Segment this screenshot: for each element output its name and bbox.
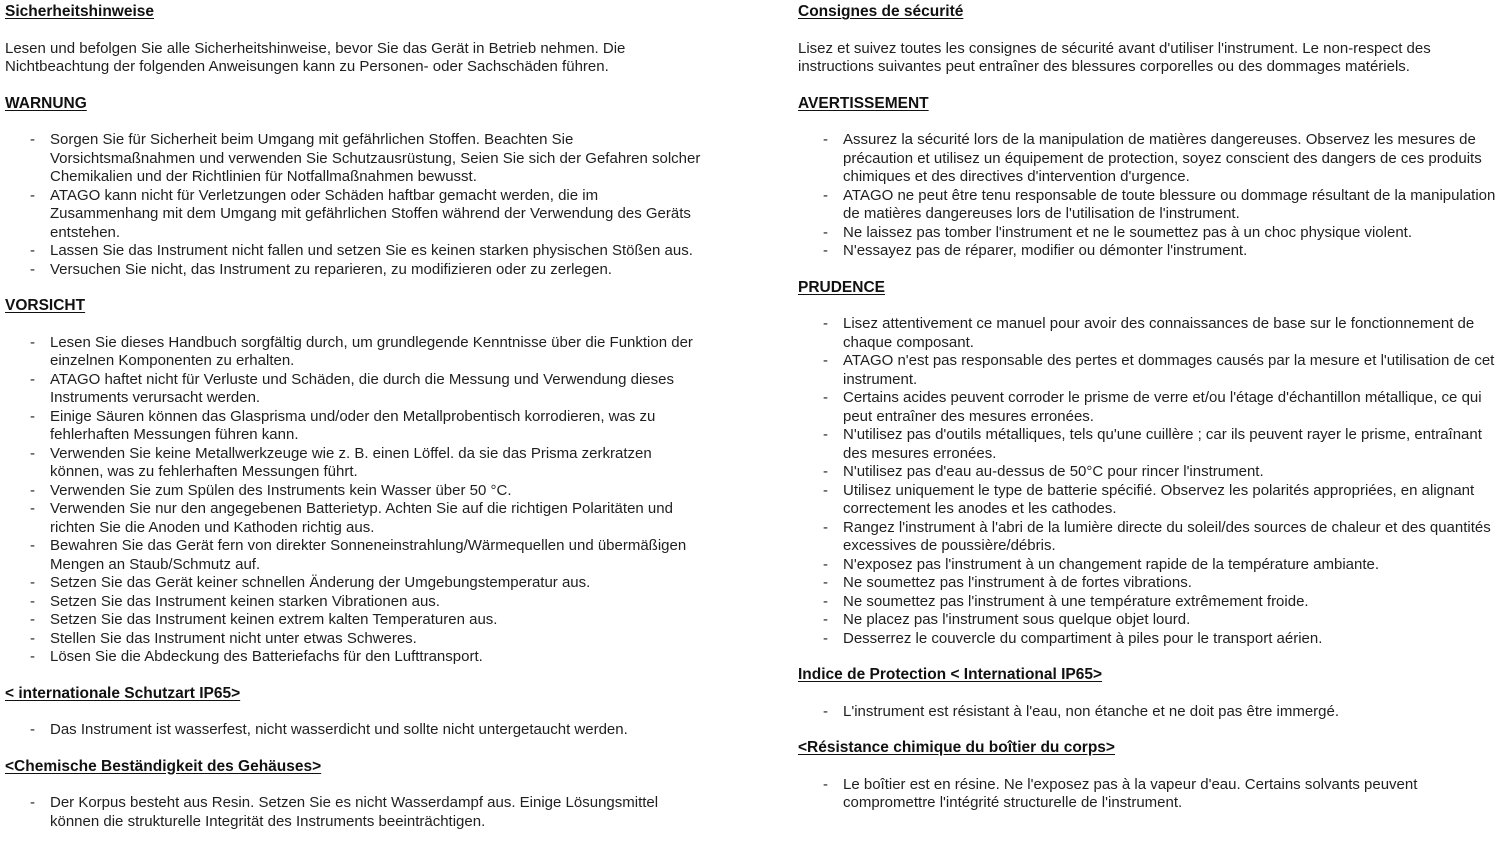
list-item-text: Utilisez uniquement le type de batterie spécifié. Observez les polarités appropriées, en alignant correctement les anodes et les cathodes.: [843, 481, 1475, 517]
heading-resistance-chimique: [798, 739, 1498, 758]
list-item: [5, 334, 708, 371]
list-item: [798, 224, 1498, 243]
dash-bullet: -: [823, 481, 828, 499]
list-avertissement: [798, 131, 1498, 261]
list-item-text: Verwenden Sie zum Spülen des Instruments kein Wasser über 50 °C.: [50, 481, 512, 499]
list-item-text: Lösen Sie die Abdeckung des Batteriefachs für den Lufttransport.: [50, 648, 483, 665]
dash-bullet: -: [823, 592, 828, 610]
dash-bullet: -: [823, 389, 828, 406]
list-item: [5, 371, 708, 408]
list-item-text: Setzen Sie das Gerät keiner schnellen Änderung der Umgebungstemperatur aus.: [50, 574, 591, 591]
intro-german: Lesen und befolgen Sie alle Sicherheitshinweise, bevor Sie das Gerät in Betrieb nehmen. Die Nichtbeachtung der folgenden Anweisungen kann zu Personen- oder Sachschäden führen.: [5, 39, 626, 75]
list-item-text: ATAGO kann nicht für Verletzungen oder Schäden haftbar gemacht werden, die im Zusammenhang mit dem Umgang mit gefährlichen Stoffen während der Verwendung des Geräts entstehen.: [50, 186, 691, 241]
dash-bullet: -: [823, 555, 828, 573]
list-item-text: Lassen Sie das Instrument nicht fallen und setzen Sie es keinen starken physischen Stößen aus.: [50, 242, 693, 259]
list-item: [798, 242, 1498, 261]
heading-prudence: [798, 279, 1498, 298]
heading-avertissement-text: AVERTISSEMENT: [798, 94, 929, 112]
dash-bullet: -: [30, 333, 35, 351]
list-item-text: Rangez l'instrument à l'abri de la lumière directe du soleil/des sources de chaleur et des quantités excessives de poussière/débris.: [843, 518, 1491, 554]
list-item-text: Setzen Sie das Instrument keinen starken Vibrationen aus.: [50, 592, 440, 610]
list-vorsicht: [5, 334, 708, 667]
heading-resistance-chimique-text: <Résistance chimique du boîtier du corps>: [798, 739, 1115, 756]
list-item: [798, 389, 1498, 426]
dash-bullet: -: [823, 629, 828, 647]
page-title-german-text: Sicherheitshinweise: [5, 3, 155, 20]
list-item: [798, 131, 1498, 187]
heading-prudence-text: PRUDENCE: [798, 278, 885, 296]
list-item: [798, 315, 1498, 352]
dash-bullet: -: [823, 463, 828, 480]
dash-bullet: -: [30, 500, 35, 517]
list-item-text: N'essayez pas de réparer, modifier ou démonter l'instrument.: [843, 242, 1248, 259]
dash-bullet: -: [823, 426, 828, 443]
dash-bullet: -: [823, 223, 828, 241]
list-item-text: Desserrez le couvercle du compartiment à piles pour le transport aérien.: [843, 629, 1323, 647]
list-item-text: Assurez la sécurité lors de la manipulation de matières dangereuses. Observez les mesures de précaution et utilisez un équipement de protection, soyez conscient des dangers de ces produits chimiques et des directives d'intervention d'urgence.: [843, 131, 1482, 185]
list-resistance-chimique: [798, 776, 1498, 813]
heading-indice-protection-text: Indice de Protection < International IP65>: [798, 666, 1103, 683]
list-schutzart: [5, 721, 708, 740]
list-item: [798, 776, 1498, 813]
list-item: [5, 611, 708, 630]
dash-bullet: -: [823, 702, 828, 720]
dash-bullet: -: [823, 242, 828, 259]
list-item: [798, 463, 1498, 482]
list-item-text: Stellen Sie das Instrument nicht unter etwas Schweres.: [50, 629, 417, 647]
heading-warnung-text: WARNUNG: [5, 94, 87, 112]
page-title-french-text: Consignes de sécurité: [798, 3, 964, 20]
heading-schutzart-ip65: [5, 685, 708, 704]
list-item-text: N'utilisez pas d'eau au-dessus de 50°C pour rincer l'instrument.: [843, 463, 1264, 480]
dash-bullet: -: [30, 131, 35, 148]
list-chemische-bestaendigkeit: [5, 794, 708, 831]
list-item: [5, 500, 708, 537]
dash-bullet: -: [30, 242, 35, 259]
dash-bullet: -: [30, 592, 35, 610]
list-item: [798, 426, 1498, 463]
list-item: [5, 537, 708, 574]
dash-bullet: -: [823, 352, 828, 369]
list-item-text: N'exposez pas l'instrument à un changement rapide de la température ambiante.: [843, 555, 1380, 573]
list-item-text: Einige Säuren können das Glasprisma und/oder den Metallprobentisch korrodieren, was zu fehlerhaften Messungen führen kann.: [50, 407, 656, 443]
list-item-text: Das Instrument ist wasserfest, nicht wasserdicht und sollte nicht untergetaucht werden.: [50, 721, 628, 738]
list-item-text: Sorgen Sie für Sicherheit beim Umgang mit gefährlichen Stoffen. Beachten Sie Vorsichtsmaßnahmen und verwenden Sie Schutzausrüstung, Seien Sie sich der Gefahren solcher Chemikalien und der Richtlinien für Notfallmaßnahmen bewusst.: [50, 131, 701, 185]
dash-bullet: -: [30, 648, 35, 665]
dash-bullet: -: [823, 186, 828, 204]
list-item-text: Ne soumettez pas l'instrument à de fortes vibrations.: [843, 574, 1192, 591]
dash-bullet: -: [823, 611, 828, 628]
list-item: [5, 131, 708, 187]
list-item-text: ATAGO haftet nicht für Verluste und Schäden, die durch die Messung und Verwendung dieses Instruments verursacht werden.: [50, 370, 674, 406]
heading-chemische-bestaendigkeit-text: <Chemische Beständigkeit des Gehäuses>: [5, 757, 322, 775]
heading-chemische-bestaendigkeit: [5, 758, 708, 777]
dash-bullet: -: [30, 370, 35, 388]
list-item-text: Lisez attentivement ce manuel pour avoir des connaissances de base sur le fonctionnement de chaque composant.: [843, 315, 1475, 351]
dash-bullet: -: [30, 260, 35, 278]
dash-bullet: -: [30, 721, 35, 738]
dash-bullet: -: [823, 775, 828, 793]
list-item: [798, 611, 1498, 630]
list-item: [5, 721, 708, 740]
list-item: [5, 261, 708, 280]
list-item-text: L'instrument est résistant à l'eau, non étanche et ne doit pas être immergé.: [843, 702, 1340, 720]
list-item-text: Lesen Sie dieses Handbuch sorgfältig durch, um grundlegende Kenntnisse über die Funktion der einzelnen Komponenten zu erhalten.: [50, 333, 693, 369]
list-item-text: Ne soumettez pas l'instrument à une température extrêmement froide.: [843, 592, 1309, 610]
dash-bullet: -: [823, 131, 828, 148]
list-item: [798, 482, 1498, 519]
dash-bullet: -: [30, 444, 35, 462]
list-item: [5, 794, 708, 831]
list-item: [5, 187, 708, 243]
heading-warnung: [5, 95, 708, 114]
list-item: [5, 482, 708, 501]
list-indice-protection: [798, 703, 1498, 722]
list-item: [798, 703, 1498, 722]
dash-bullet: -: [30, 407, 35, 425]
list-item-text: Der Korpus besteht aus Resin. Setzen Sie es nicht Wasserdampf aus. Einige Lösungsmittel können die strukturelle Integrität des Instruments beeinträchtigen.: [50, 794, 659, 830]
list-item-text: Verwenden Sie keine Metallwerkzeuge wie z. B. einen Löffel. da sie das Prisma zerkratzen können, was zu fehlerhaften Messungen führt.: [50, 444, 652, 480]
page-title-german: [5, 3, 708, 22]
dash-bullet: -: [30, 574, 35, 591]
list-item-text: Verwenden Sie nur den angegebenen Batterietyp. Achten Sie auf die richtigen Polaritäten und richten Sie die Anoden und Kathoden richtig aus.: [50, 500, 673, 536]
list-item-text: ATAGO n'est pas responsable des pertes et dommages causés par la mesure et l'utilisation de cet instrument.: [843, 352, 1495, 388]
list-item-text: Setzen Sie das Instrument keinen extrem kalten Temperaturen aus.: [50, 611, 498, 628]
list-warnung: [5, 131, 708, 279]
list-item-text: Le boîtier est en résine. Ne l'exposez pas à la vapeur d'eau. Certains solvants peuvent compromettre l'intégrité structurelle de l'instrument.: [843, 775, 1418, 811]
heading-indice-protection: [798, 666, 1498, 685]
list-item: [5, 408, 708, 445]
list-item: [798, 630, 1498, 649]
list-item: [798, 352, 1498, 389]
column-french: [750, 0, 1500, 850]
list-item: [798, 593, 1498, 612]
heading-schutzart-ip65-text: < internationale Schutzart IP65>: [5, 684, 241, 702]
page-title-french: [798, 3, 1498, 22]
dash-bullet: -: [30, 481, 35, 499]
list-item: [798, 519, 1498, 556]
list-item-text: Versuchen Sie nicht, das Instrument zu reparieren, zu modifizieren oder zu zerlegen.: [50, 260, 612, 278]
dash-bullet: -: [30, 611, 35, 628]
dash-bullet: -: [823, 518, 828, 536]
list-item: [798, 187, 1498, 224]
list-item: [5, 242, 708, 261]
dash-bullet: -: [823, 574, 828, 591]
dash-bullet: -: [823, 315, 828, 332]
list-item-text: Bewahren Sie das Gerät fern von direkter Sonneneinstrahlung/Wärmequellen und übermäßigen Mengen an Staub/Schmutz auf.: [50, 537, 687, 573]
list-item-text: Certains acides peuvent corroder le prisme de verre et/ou l'étage d'échantillon métallique, ce qui peut entraîner des mesures erronées.: [843, 389, 1482, 425]
dash-bullet: -: [30, 186, 35, 204]
list-item: [5, 630, 708, 649]
list-item: [798, 556, 1498, 575]
list-item: [5, 593, 708, 612]
list-item: [5, 574, 708, 593]
heading-vorsicht: [5, 297, 708, 316]
list-item-text: Ne placez pas l'instrument sous quelque objet lourd.: [843, 611, 1191, 628]
dash-bullet: -: [30, 629, 35, 647]
list-prudence: [798, 315, 1498, 648]
heading-avertissement: [798, 95, 1498, 114]
dash-bullet: -: [30, 537, 35, 554]
dash-bullet: -: [30, 794, 35, 811]
list-item: [798, 574, 1498, 593]
list-item: [5, 648, 708, 667]
list-item-text: N'utilisez pas d'outils métalliques, tels qu'une cuillère ; car ils peuvent rayer le prisme, entraînant des mesures erronées.: [843, 426, 1482, 462]
heading-vorsicht-text: VORSICHT: [5, 297, 86, 314]
list-item-text: Ne laissez pas tomber l'instrument et ne le soumettez pas à un choc physique violent.: [843, 223, 1412, 241]
list-item: [5, 445, 708, 482]
intro-french: Lisez et suivez toutes les consignes de sécurité avant d'utiliser l'instrument. Le non-respect des instructions suivantes peut entraîner des blessures corporelles ou des dommages matériels.: [798, 39, 1431, 75]
list-item-text: ATAGO ne peut être tenu responsable de toute blessure ou dommage résultant de la manipulation de matières dangereuses lors de l'utilisation de l'instrument.: [843, 186, 1496, 222]
